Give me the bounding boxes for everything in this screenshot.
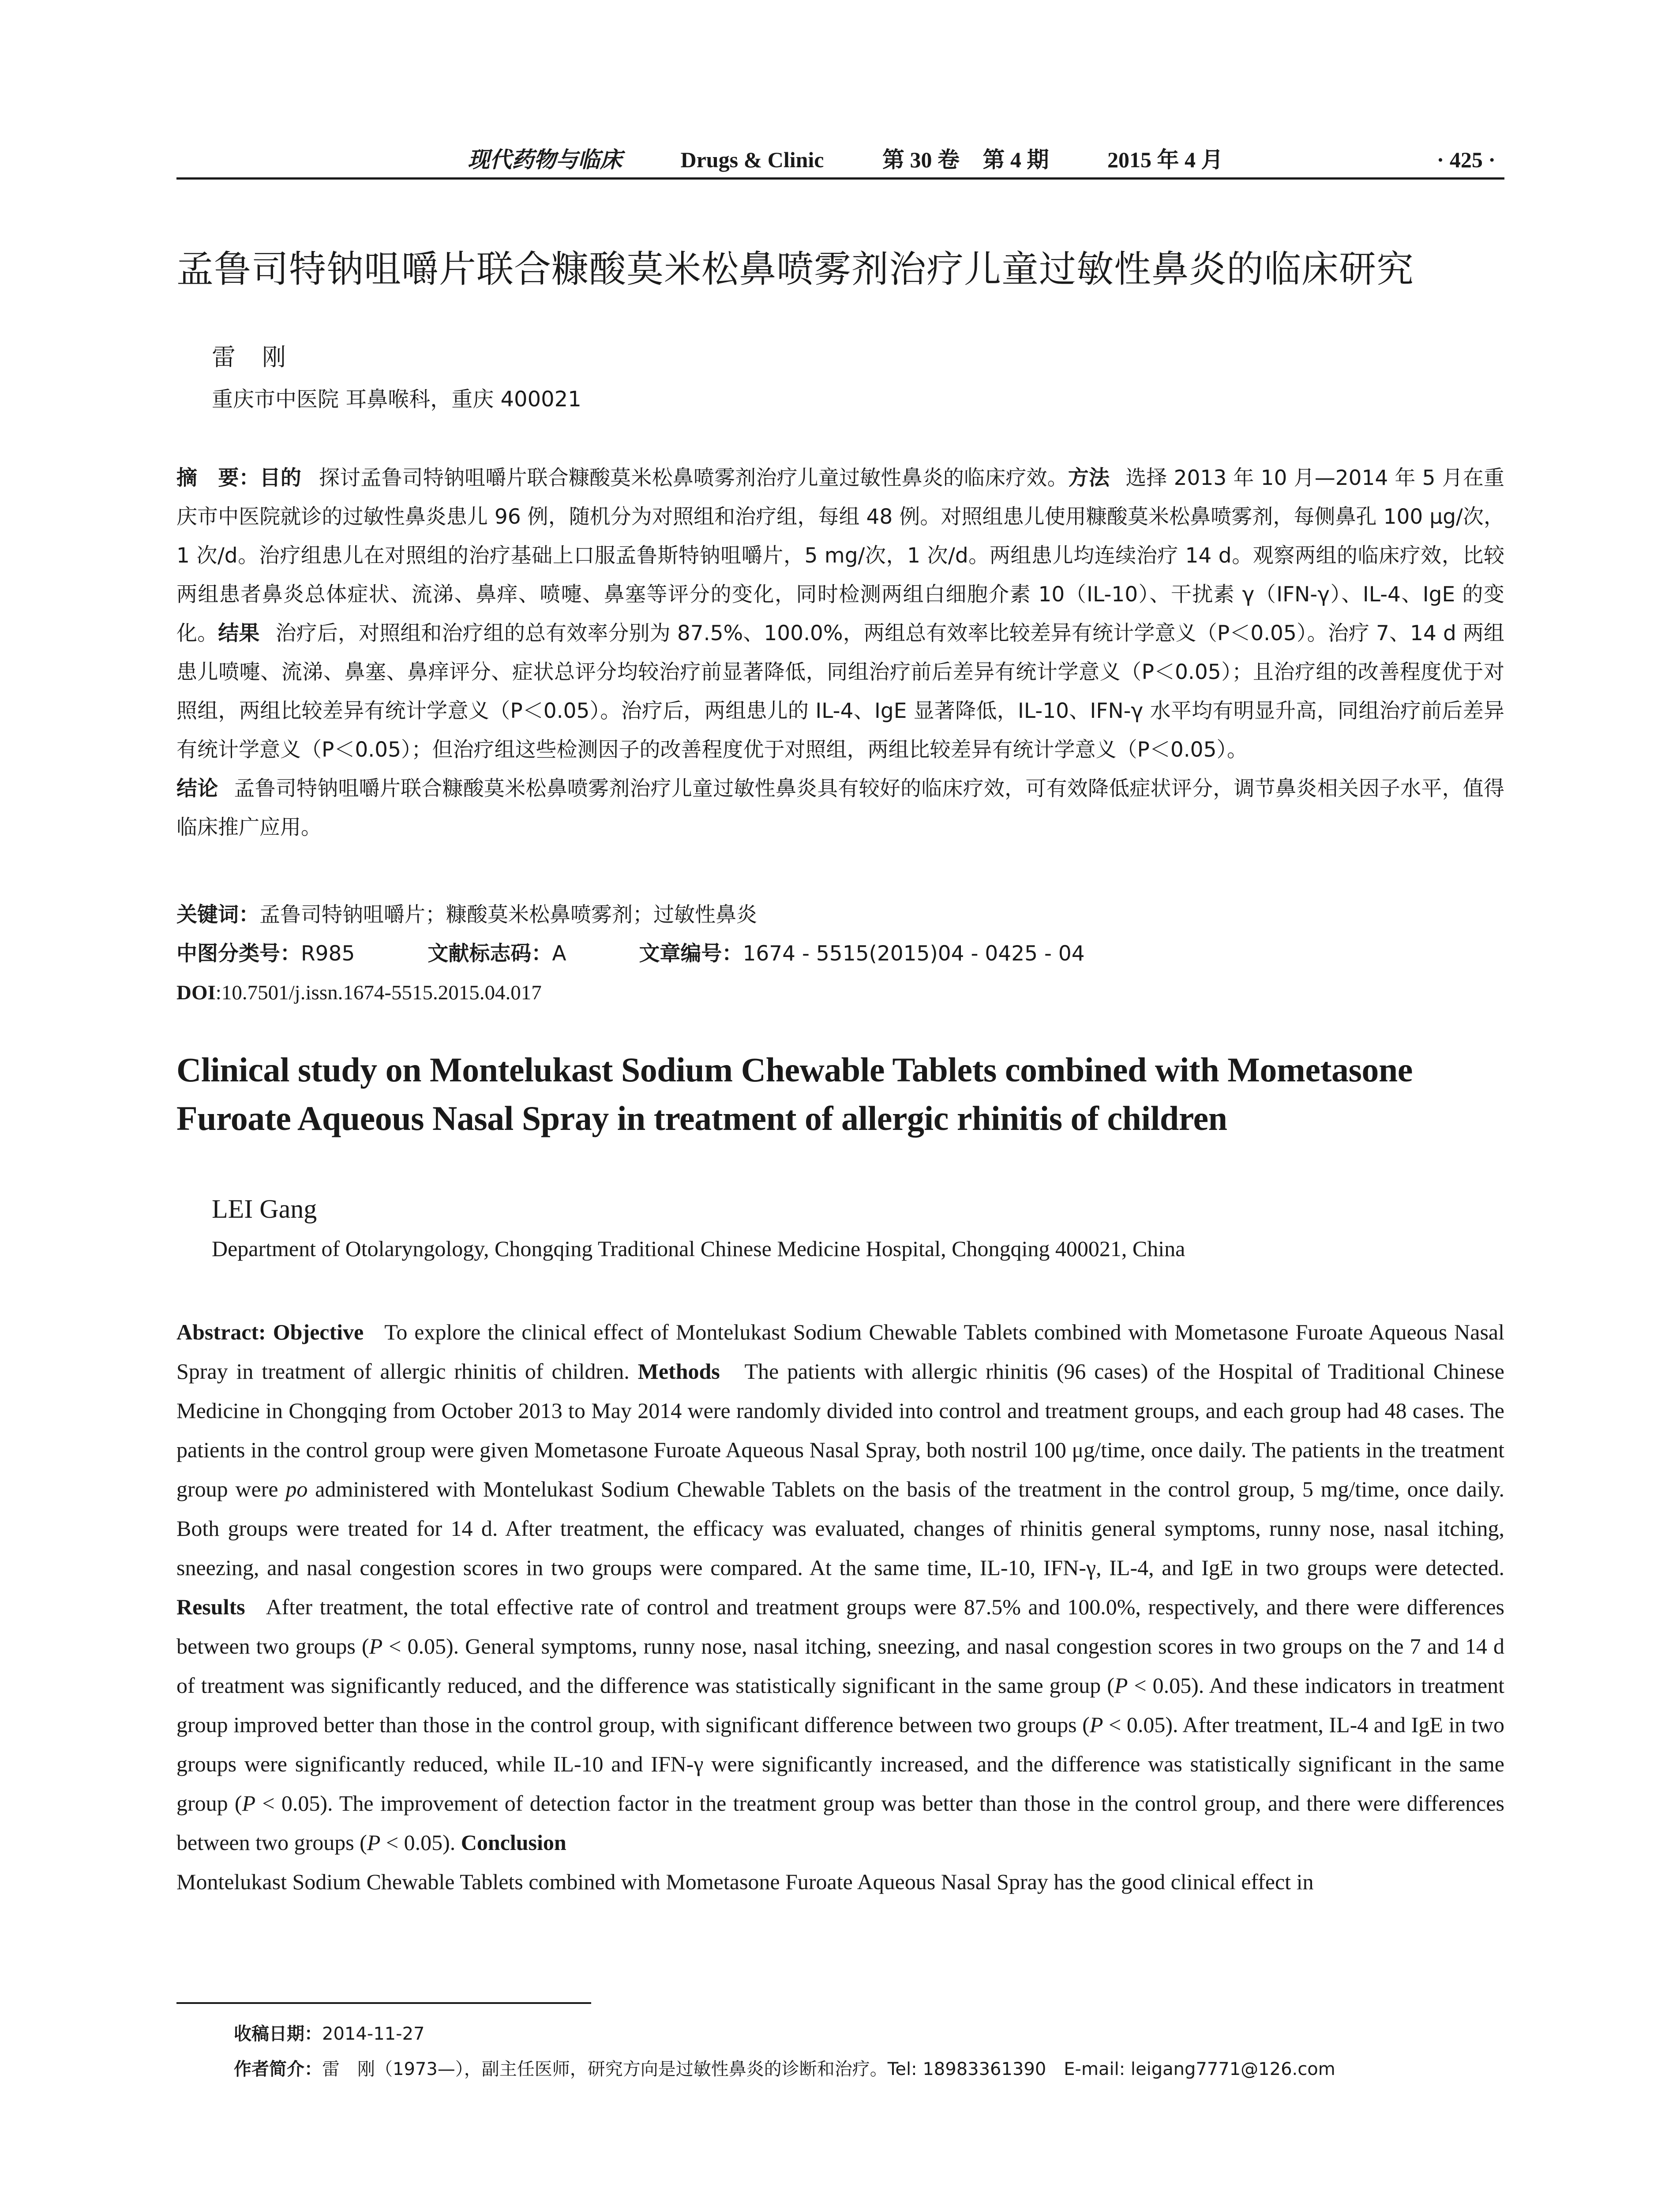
cn-title: 孟鲁司特钠咀嚼片联合糠酸莫米松鼻喷雾剂治疗儿童过敏性鼻炎的临床研究	[176, 248, 1414, 291]
cn-doi[interactable]: :10.7501/j.issn.1674-5515.2015.04.017	[215, 981, 542, 1004]
footnotes	[234, 2016, 1513, 2087]
en-author: LEI Gang	[212, 1194, 317, 1223]
en-affiliation: Department of Otolaryngology, Chongqing Traditional Chinese Medicine Hospital, Chongqing 400021, China	[212, 1236, 1185, 1261]
running-header	[176, 142, 1504, 180]
cn-results-label: 结果	[218, 621, 260, 645]
cn-objective-label: 目的	[259, 466, 301, 490]
en-methods-label: Methods	[638, 1359, 720, 1384]
header-issue: 第 4 期	[982, 147, 1049, 172]
cn-conclusion-label: 结论	[176, 777, 218, 801]
cn-doi-label: DOI	[176, 981, 216, 1004]
en-p-value-5: P	[367, 1830, 381, 1855]
cn-keywords-label: 关键词：	[176, 903, 259, 927]
cn-classification-row	[176, 934, 1504, 973]
footnote-divider	[176, 2002, 591, 2004]
en-results-part4: < 0.05). After treatment, IL-4 and IgE in two groups were significantly reduced, while IL-10 and IFN-γ were significantly increased, and the difference was statistically significant in the same group (	[176, 1712, 1505, 1816]
en-objective-label: Objective	[273, 1320, 364, 1344]
cn-clc: R985	[301, 942, 355, 966]
cn-doc-code-label: 文献标志码：	[428, 942, 552, 966]
en-p-value-4: P	[242, 1791, 256, 1816]
cn-article-no: 1674 - 5515(2015)04 - 0425 - 04	[742, 942, 1085, 966]
header-page-number: · 425 ·	[1436, 147, 1496, 172]
cn-clc-label: 中图分类号：	[176, 942, 301, 966]
header-volume: 第 30 卷	[882, 147, 960, 172]
header-journal-cn: 现代药物与临床	[468, 147, 622, 172]
cn-abstract	[176, 459, 1504, 847]
en-objective: To explore the clinical effect of Montelukast Sodium Chewable Tablets combined with Mometasone Furoate Aqueous Nasal Spray in treatment of allergic rhinitis of children.	[176, 1320, 1505, 1384]
cn-author: 雷刚	[212, 343, 312, 371]
received-date: 2014-11-27	[322, 2024, 425, 2044]
cn-conclusion: 孟鲁司特钠咀嚼片联合糠酸莫米松鼻喷雾剂治疗儿童过敏性鼻炎具有较好的临床疗效，可有效降低症状评分，调节鼻炎相关因子水平，值得临床推广应用。	[176, 777, 1504, 840]
cn-objective: 探讨孟鲁司特钠咀嚼片联合糠酸莫米松鼻喷雾剂治疗儿童过敏性鼻炎的临床疗效。	[319, 466, 1068, 490]
cn-affiliation: 重庆市中医院 耳鼻喉科，重庆 400021	[212, 387, 581, 412]
cn-results: 治疗后，对照组和治疗组的总有效率分别为 87.5%、100.0%，两组总有效率比较差异有统计学意义（P＜0.05）。治疗 7、14 d 两组患儿喷嚏、流涕、鼻塞、鼻痒评分、症状总评分均较治疗前显著降低，同组治疗前后差异有统计学意义（P＜0.05）；且治疗组的改善程度优于对照组，两组比较差异有统计学意义（P＜0.05）。治疗后，两组患儿的 IL-4、IgE 显著降低，IL-10、IFN-γ 水平均有明显升高，同组治疗前后差异有统计学意义（P＜0.05）；但治疗组这些检测因子的改善程度优于对照组，两组比较差异有统计学意义（P＜0.05）。	[176, 621, 1505, 762]
header-date: 2015 年 4 月	[1107, 147, 1223, 172]
cn-keywords-row	[176, 896, 1504, 934]
header-journal-info	[468, 142, 1276, 177]
cn-article-no-label: 文章编号：	[639, 942, 743, 966]
en-p-value-2: P	[1114, 1673, 1128, 1698]
cn-abstract-label: 摘 要：	[176, 466, 260, 490]
en-title: Clinical study on Montelukast Sodium Chewable Tablets combined with Mometasone Furoate Aqueous Nasal Spray in treatment of allergic rhinitis of children	[176, 1050, 1413, 1137]
en-p-value-3: P	[1089, 1712, 1103, 1737]
cn-methods-label: 方法	[1068, 466, 1110, 490]
en-methods-po: po	[285, 1477, 308, 1501]
en-results-part2: < 0.05). General symptoms, runny nose, nasal itching, sneezing, and nasal congestion scores in two groups on the 7 and 14 d of treatment was significantly reduced, and the difference was statistically significant in the same group (	[176, 1634, 1504, 1698]
en-results-part3: < 0.05). And these indicators in treatment group improved better than those in the control group, with significant difference between two groups (	[176, 1673, 1504, 1737]
cn-keywords: 孟鲁司特钠咀嚼片；糠酸莫米松鼻喷雾剂；过敏性鼻炎	[259, 903, 757, 927]
header-journal-en: Drugs & Clinic	[680, 147, 824, 172]
en-methods-part2: administered with Montelukast Sodium Chewable Tablets on the basis of the treatment in the control group, 5 mg/time, once daily. Both groups were treated for 14 d. After treatment, the efficacy was evaluated, changes of rhinitis general symptoms, runny nose, nasal itching, sneezing, and nasal congestion scores in two groups were compared. At the same time, IL-10, IFN-γ, IL-4, and IgE in two groups were detected.	[176, 1477, 1505, 1580]
en-conclusion-label: Conclusion	[461, 1830, 566, 1855]
en-results-part6: < 0.05).	[380, 1830, 456, 1855]
received-label: 收稿日期：	[234, 2024, 322, 2044]
cn-doc-code: A	[552, 942, 566, 966]
author-info-label: 作者简介：	[234, 2059, 322, 2079]
en-abstract	[176, 1313, 1504, 1902]
en-results-part1: After treatment, the total effective rate of control and treatment groups were 87.5% and 100.0%, respectively, and there were differences between two groups (	[176, 1594, 1505, 1658]
en-results-label: Results	[176, 1594, 245, 1619]
en-abstract-label: Abstract:	[176, 1320, 266, 1344]
footnote-received	[234, 2016, 1513, 2052]
en-p-value-1: P	[369, 1634, 383, 1658]
footnote-author-info	[234, 2052, 1513, 2087]
cn-methods: 选择 2013 年 10 月—2014 年 5 月在重庆市中医院就诊的过敏性鼻炎患儿 96 例，随机分为对照组和治疗组，每组 48 例。对照组患儿使用糠酸莫米松鼻喷雾剂，每侧鼻孔 100 μg/次，1 次/d。治疗组患儿在对照组的治疗基础上口服孟鲁斯特钠咀嚼片，5 mg/次，1 次/d。两组患儿均连续治疗 14 d。观察两组的临床疗效，比较两组患者鼻炎总体症状、流涕、鼻痒、喷嚏、鼻塞等评分的变化，同时检测两组白细胞介素 10（IL-10）、干扰素 γ（IFN-γ）、IL-4、IgE 的变化。	[176, 466, 1505, 645]
cn-doi-row	[176, 973, 1504, 1012]
en-results-part5: < 0.05). The improvement of detection factor in the treatment group was better than those in the control group, and there were differences between two groups (	[176, 1791, 1504, 1855]
en-conclusion: Montelukast Sodium Chewable Tablets combined with Mometasone Furoate Aqueous Nasal Spray has the good clinical effect in	[176, 1869, 1314, 1894]
cn-meta	[176, 896, 1504, 1012]
author-info: 雷 刚（1973—），副主任医师，研究方向是过敏性鼻炎的诊断和治疗。Tel: 18983361390 E-mail: leigang7771@126.com	[322, 2059, 1335, 2079]
en-methods-part1: The patients with allergic rhinitis (96 cases) of the Hospital of Traditional Chinese Medicine in Chongqing from October 2013 to May 2014 were randomly divided into control and treatment groups, and each group had 48 cases. The patients in the control group were given Mometasone Furoate Aqueous Nasal Spray, both nostril 100 μg/time, once daily. The patients in the treatment group were	[176, 1359, 1505, 1501]
